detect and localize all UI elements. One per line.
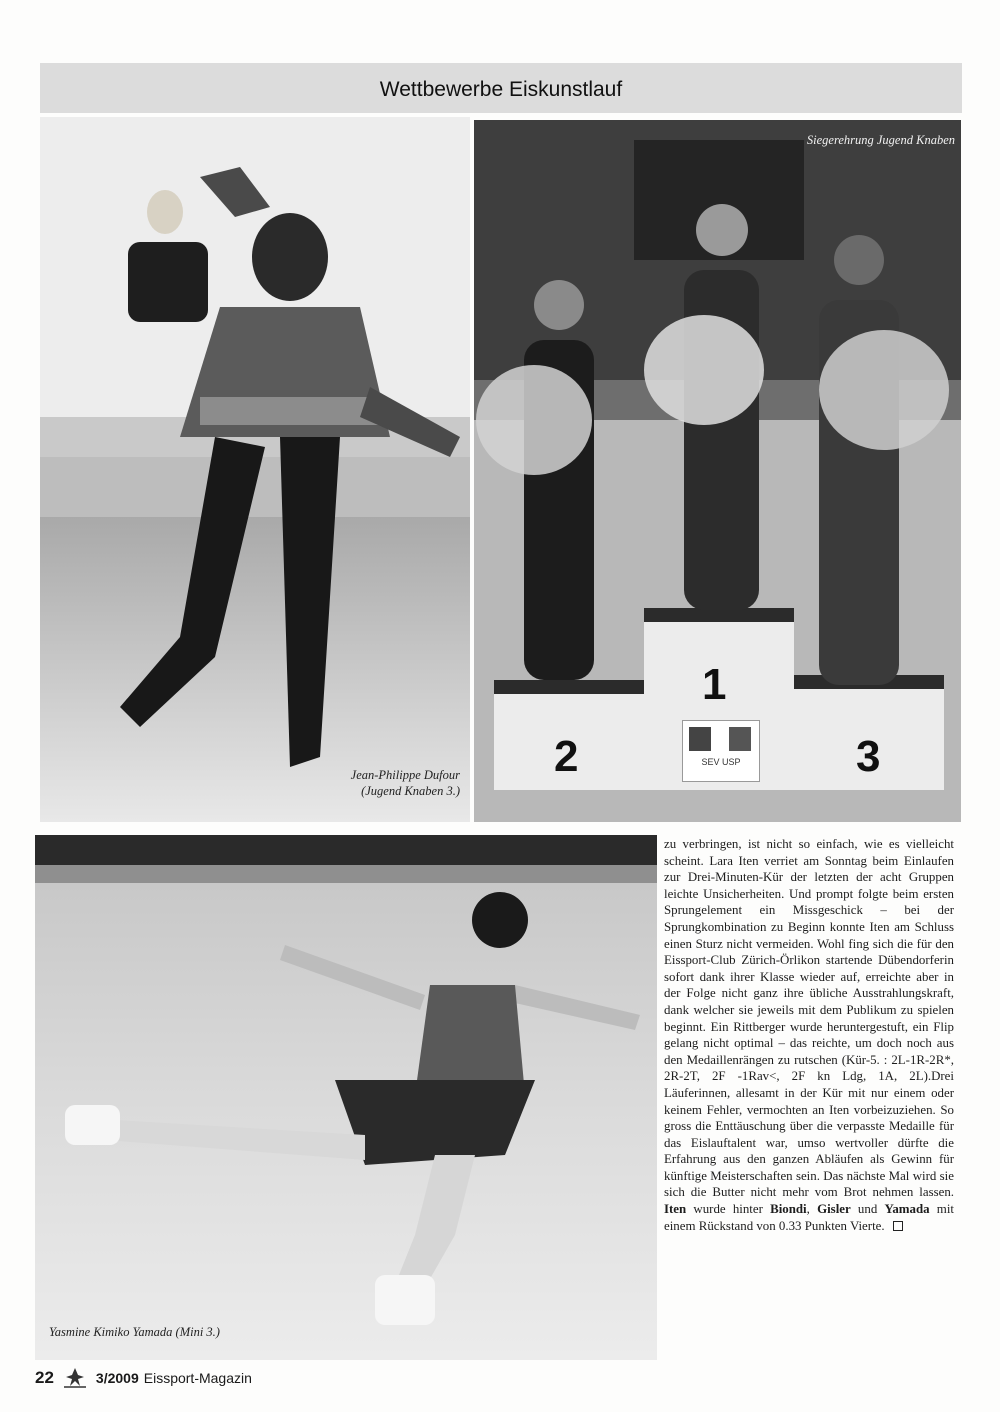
section-title: Wettbewerbe Eiskunstlauf	[379, 78, 623, 101]
caption-dufour-name: Jean-Philippe Dufour	[350, 768, 460, 782]
issue-number: 3/2009	[95, 1370, 139, 1386]
article-connector-c: und	[850, 1202, 885, 1217]
article-connector-a: wurde hinter	[686, 1202, 771, 1217]
caption-podium: Siegerehrung Jugend Knaben	[806, 133, 955, 147]
caption-yamada: Yasmine Kimiko Yamada (Mini 3.)	[49, 1325, 220, 1339]
photo-skater-yamada	[35, 835, 657, 1360]
page-footer	[35, 1366, 252, 1390]
podium-place-2: 2	[554, 732, 579, 781]
name-biondi: Biondi	[770, 1202, 807, 1217]
article-body: zu verbringen, ist nicht so einfach, wie es vielleicht scheint. Lara Iten verriet am Sonntag beim Einlaufen zur Drei-Minuten-Kür der letzten der acht Gruppen leichte Unsicherheiten. Und prompt folgte beim ersten Sprungelement ein Missgeschick – bei der Sprungkombination zu Beginn konnte Iten am Schluss einen Sturz nicht vermeiden. Wohl fing sich die für den Eissport-Club Zürich-Örlikon startende Dübendorferin sofort dank ihrer Klasse wieder auf, erreichte aber in der Folge nicht ganz ihre übliche Ausstrahlungskraft, dank welcher sie jeweils mit dem Publikum zu spielen beginnt. Ein Rittberger wurde heruntergestuft, ein Flip gelang nicht optimal – das reichte, um doch noch aus den Medaillenrängen zu rutschen (Kür-5. : 2L-1R-2R*, 2R-2T, 2F -1Rav<, 2F kn Ldg, 1A, 2L).Drei Läuferinnen, allesamt in der Kür mit nur einem oder keinem Fehler, vermochten an Iten vorbeizuziehen. So gross die Enttäuschung über die verpasste Medaille für das Eislauftalent war, umso wertvoller dürfte die Erfahrung aus den ganzen Abläufen als Gewinn für künftige Meisterschaften sein. Das nächste Mal wird sie sich die Butter nicht mehr vom Brot nehmen lassen.	[664, 837, 954, 1200]
podium-place-3: 3	[856, 732, 881, 781]
article-ending: mit einem Rückstand von 0.33 Punkten Vierte.	[664, 1202, 955, 1233]
caption-dufour-category: (Jugend Knaben 3.)	[361, 784, 460, 798]
photo-skater-dufour	[40, 117, 470, 822]
end-of-article-icon	[893, 1221, 903, 1231]
podium-sponsor-logo	[682, 720, 760, 782]
magazine-name: Eissport-Magazin	[143, 1370, 252, 1386]
section-header	[40, 63, 962, 113]
article-text	[664, 836, 954, 1234]
page-number: 22	[35, 1368, 54, 1387]
name-gisler: Gisler	[817, 1202, 851, 1217]
name-yamada: Yamada	[884, 1202, 930, 1217]
podium-sponsor-text: SEV USP	[701, 757, 741, 767]
name-iten: Iten	[664, 1202, 687, 1217]
article-connector-b: ,	[806, 1202, 818, 1217]
podium-place-1: 1	[702, 660, 727, 709]
photo-podium-ceremony	[474, 120, 961, 822]
skater-logo-icon	[62, 1367, 88, 1389]
